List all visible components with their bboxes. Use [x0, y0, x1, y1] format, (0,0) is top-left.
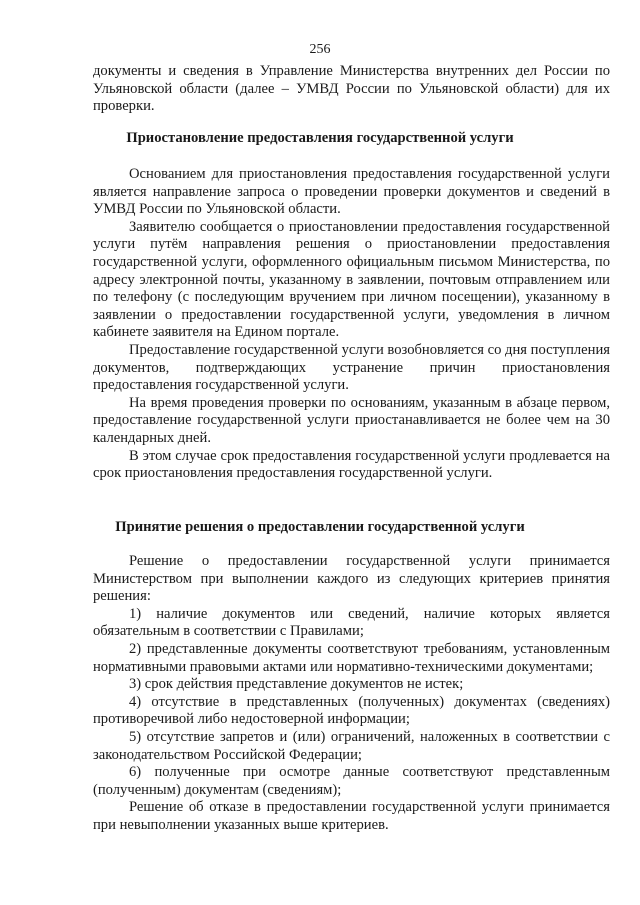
paragraph: Решение об отказе в предоставлении государственной услуги принимается при невыполнении указанных выше критериев. [93, 799, 610, 833]
paragraph: Основанием для приостановления предоставления государственной услуги является направление запроса о проведении проверки документов и сведений в УМВД России по Ульяновской области. [93, 166, 610, 218]
criterion-item: 4) отсутствие в представленных (полученных) документах (сведениях) противоречивой либо недостоверной информации; [93, 693, 610, 728]
paragraph: На время проведения проверки по основаниям, указанным в абзаце первом, предоставление государственной услуги приостанавливается не более чем на 30 календарных дней. [93, 394, 610, 446]
paragraph: В этом случае срок предоставления государственной услуги продлевается на срок приостановления предоставления государственной услуги. [93, 447, 610, 482]
criterion-item: 3) срок действия представление документов не истек; [129, 676, 464, 693]
paragraph: Решение о предоставлении государственной услуги принимается Министерством при выполнении каждого из следующих критериев принятия решения: [93, 553, 610, 605]
criterion-item: 5) отсутствие запретов и (или) ограничений, наложенных в соответствии с законодательством Российской Федерации; [93, 728, 610, 763]
section-body-suspension [93, 166, 610, 483]
section-body-decision [93, 553, 610, 835]
criterion-item: 6) полученные при осмотре данные соответствуют представленным (полученным) документам (сведениям); [93, 764, 610, 798]
page-number: 256 [309, 42, 331, 57]
paragraph: Предоставление государственной услуги возобновляется со дня поступления документов, подтверждающих устранение причин приостановления предоставления государственной услуги. [93, 341, 610, 394]
criterion-item: 2) представленные документы соответствуют требованиям, установленным нормативными правовыми актами или нормативно-техническими документами; [93, 640, 610, 675]
intro-block [93, 63, 610, 116]
section-heading-decision: Принятие решения о предоставлении государственной услуги [115, 519, 525, 535]
section-heading-suspension: Приостановление предоставления государственной услуги [126, 130, 514, 146]
paragraph: Заявителю сообщается о приостановлении предоставления государственной услуги путём направления решения о приостановлении предоставления государственной услуги, оформленного официальным письмом Министерства, по адресу электронной почты, указанному в заявлении, почтовым отправлением или по телефону (с последующим вручением при личном посещении), указанному в заявлении о предоставлении государственной услуги, уведомления в личном кабинете заявителя на Едином портале. [93, 218, 610, 341]
criterion-item: 1) наличие документов или сведений, наличие которых является обязательным в соответствии с Правилами; [93, 605, 610, 640]
intro-paragraph: документы и сведения в Управление Министерства внутренних дел России по Ульяновской области (далее – УМВД России по Ульяновской области) для их проверки. [93, 63, 610, 115]
